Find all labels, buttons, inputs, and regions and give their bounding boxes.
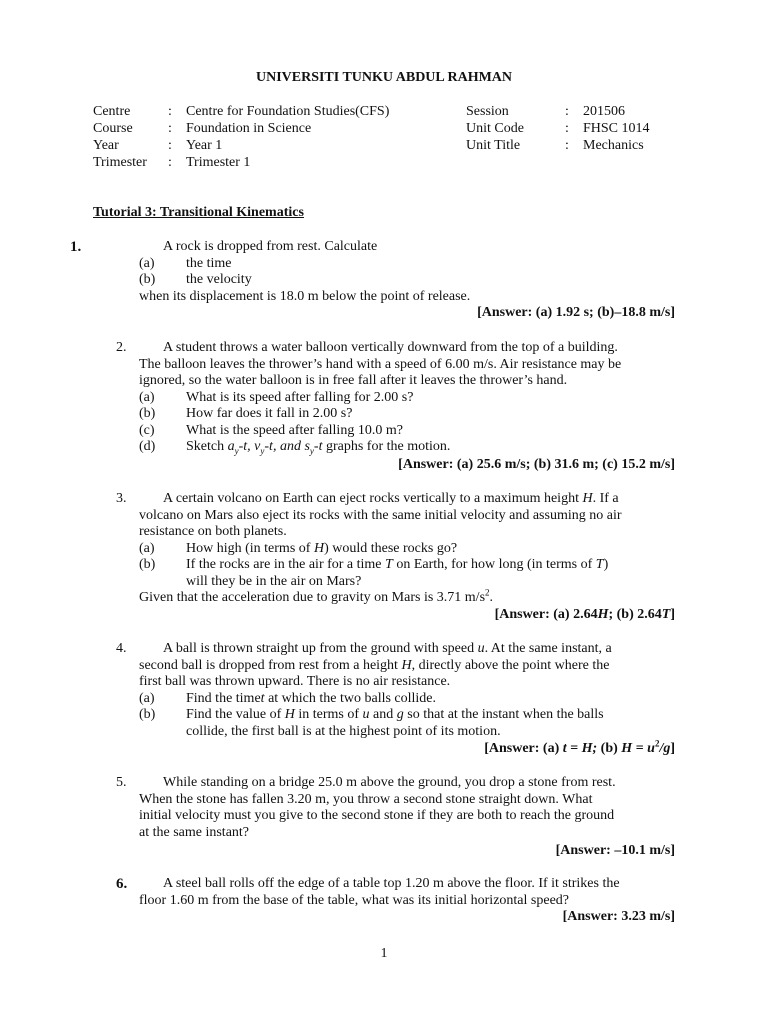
answer: [Answer: (a) 2.64H; (b) 2.64T]	[494, 607, 675, 622]
header-colon: :	[168, 138, 172, 153]
header-label-course: Course	[93, 121, 133, 136]
question-text: Given that the acceleration due to gravity on Mars is 3.71 $m/s^2$.	[139, 587, 494, 605]
question-text: first ball was thrown upward. There is no air resistance.	[139, 674, 451, 689]
question-text: second ball is dropped from rest from a height H, directly above the point where the	[139, 657, 610, 673]
header-value-unit-title: Mechanics	[583, 138, 644, 153]
university-title: UNIVERSITI TUNKU ABDUL RAHMAN	[255, 70, 513, 85]
header-colon: :	[565, 121, 569, 136]
question-part: (b) Find the value of H in terms of u and g so that at the instant when the balls collide, the first ball is at the highest point of its motion.	[139, 707, 604, 739]
question-text: resistance on both planets.	[139, 524, 287, 539]
question-text: when its displacement is 18.0 m below the point of release.	[139, 288, 471, 304]
answer: [Answer: (a) t = H; (b) $H = u^2/g$]	[484, 738, 675, 756]
question-part: (b) How far does it fall in 2.00 s?	[139, 406, 353, 421]
answer: [Answer: (a) 1.92 s; (b)–18.8 m/s]	[477, 305, 675, 320]
answer: [Answer: (a) 25.6 m/s; (b) 31.6 m; (c) 15.2 m/s]	[398, 457, 675, 472]
header-label-centre: Centre	[93, 104, 131, 119]
answer: [Answer: –10.1 m/s]	[555, 843, 675, 858]
question-text: floor 1.60 m from the base of the table, what was its initial horizontal speed?	[139, 892, 569, 908]
header-colon: :	[168, 155, 172, 170]
question-4	[139, 641, 675, 740]
question-text: A certain volcano on Earth can eject rocks vertically to a maximum height H. If a	[163, 491, 619, 506]
question-text: at the same instant?	[139, 824, 250, 840]
question-part: (b) the velocity	[139, 272, 252, 287]
header-colon: :	[168, 121, 172, 136]
header-value-course: Foundation in Science	[186, 121, 312, 136]
question-text: The balloon leaves the thrower’s hand with a speed of 6.00 m/s. Air resistance may be	[139, 356, 622, 372]
answer: [Answer: 3.23 m/s]	[562, 909, 675, 924]
header-value-session: 201506	[583, 104, 625, 119]
question-number: 5.	[116, 775, 127, 790]
question-text: volcano on Mars also eject its rocks with the same initial velocity and assuming no air	[139, 507, 622, 523]
question-text: While standing on a bridge 25.0 m above the ground, you drop a stone from rest.	[163, 775, 616, 790]
question-part: (a) How high (in terms of H) would these rocks go?	[139, 540, 458, 556]
page-number: 1	[380, 946, 388, 961]
question-text: initial velocity must you give to the second stone if they are both to reach the ground	[139, 808, 615, 823]
question-number: 2.	[116, 340, 127, 355]
header-value-unit-code: FHSC 1014	[583, 121, 650, 136]
question-text: A rock is dropped from rest. Calculate	[163, 239, 378, 254]
header-label-year: Year	[93, 138, 119, 153]
question-number: 4.	[116, 641, 127, 656]
header-label-unit-title: Unit Title	[466, 138, 521, 153]
tutorial-title: Tutorial 3: Transitional Kinematics	[93, 205, 304, 220]
question-5	[139, 775, 675, 841]
header-value-centre: Centre for Foundation Studies(CFS)	[186, 104, 390, 119]
question-text: When the stone has fallen 3.20 m, you throw a second stone straight down. What	[139, 791, 593, 807]
header-colon: :	[565, 138, 569, 153]
header-value-year: Year 1	[186, 138, 223, 153]
question-part: (d) Sketch $a_y-t$, $v_y-t$, and $s_y-t$ graphs for the motion.	[139, 439, 451, 456]
header-colon: :	[565, 104, 569, 119]
question-text: ignored, so the water balloon is in free fall after it leaves the thrower’s hand.	[139, 373, 568, 388]
question-part: (a) What is its speed after falling for 2.00 s?	[139, 389, 414, 405]
question-text: A ball is thrown straight up from the ground with speed u. At the same instant, a	[163, 641, 612, 656]
question-number: 6.	[116, 876, 128, 892]
question-2	[139, 340, 675, 456]
question-1	[139, 239, 675, 305]
header-value-trimester: Trimester 1	[186, 155, 251, 170]
header-colon: :	[168, 104, 172, 119]
question-part: (c) What is the speed after falling 10.0 m?	[139, 422, 403, 438]
question-number: 1.	[70, 239, 82, 255]
question-part: (a) the time	[139, 255, 232, 271]
question-part: (a) Find the timet at which the two balls collide.	[139, 690, 437, 706]
question-3	[139, 491, 675, 607]
question-text: A steel ball rolls off the edge of a table top 1.20 m above the floor. If it strikes the	[163, 876, 620, 891]
header-label-trimester: Trimester	[93, 155, 147, 170]
question-text: A student throws a water balloon vertically downward from the top of a building.	[163, 340, 618, 355]
header-label-unit-code: Unit Code	[466, 121, 524, 136]
question-part: (b) If the rocks are in the air for a time T on Earth, for how long (in terms of T) will they be in the air on Mars?	[139, 557, 609, 589]
header-label-session: Session	[466, 104, 509, 119]
question-number: 3.	[116, 491, 127, 506]
question-6	[139, 876, 675, 909]
